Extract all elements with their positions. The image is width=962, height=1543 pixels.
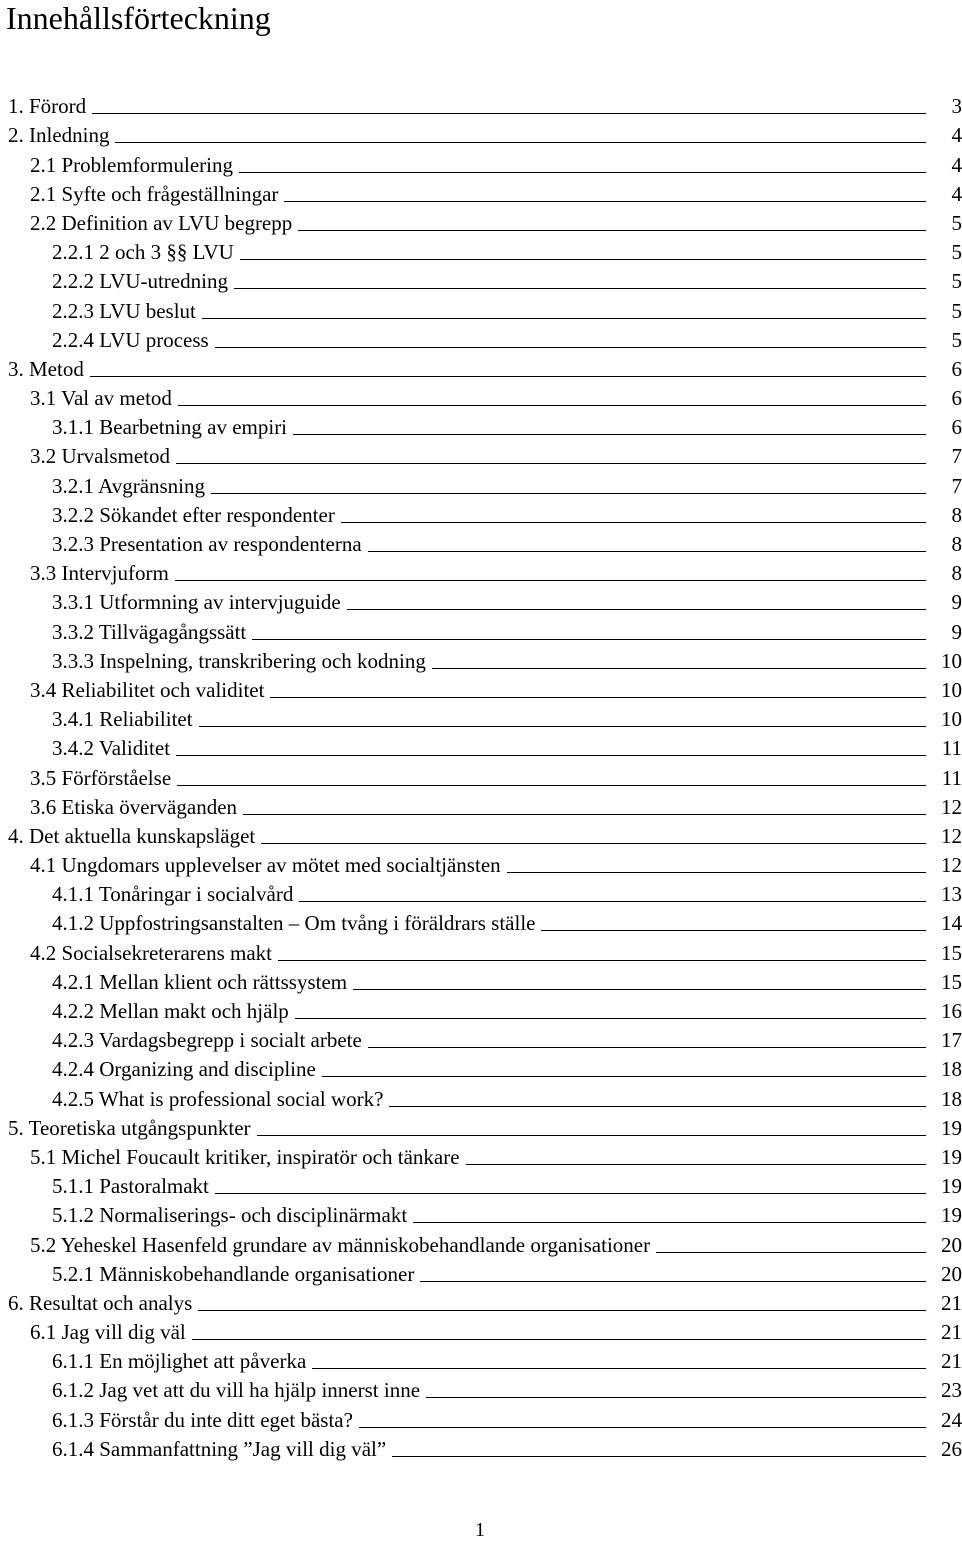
toc-entry-title: 6. Resultat och analys [8, 1290, 193, 1315]
toc-leader-line [368, 551, 926, 552]
toc-leader-line [90, 376, 926, 377]
toc-leader-line [420, 1281, 926, 1282]
toc-entry-page: 12 [941, 794, 962, 819]
toc-entry[interactable] [0, 1257, 962, 1286]
toc-leader-line [284, 201, 926, 202]
toc-leader-line [299, 901, 926, 902]
toc-leader-line [176, 755, 926, 756]
toc-entry[interactable] [0, 1402, 962, 1431]
toc-entry-title: 5.1.2 Normaliserings- och disciplinärmakt [52, 1203, 408, 1228]
toc-entry-page: 10 [941, 677, 962, 702]
toc-entry-page: 21 [941, 1290, 962, 1315]
toc-entry-title: 4.2.2 Mellan makt och hjälp [52, 999, 289, 1023]
toc-leader-line [240, 259, 926, 260]
toc-entry[interactable] [0, 790, 962, 819]
toc-entry[interactable] [0, 731, 962, 760]
toc-leader-line [341, 522, 926, 523]
toc-entry-page: 6 [951, 356, 962, 381]
toc-entry-page: 6 [951, 415, 962, 440]
toc-entry[interactable] [0, 1023, 962, 1052]
toc-entry-page: 19 [941, 1115, 962, 1140]
toc-entry[interactable] [0, 1169, 962, 1198]
toc-entry-title: 3.2.1 Avgränsning [52, 473, 206, 498]
toc-entry-page: 12 [941, 823, 962, 848]
toc-entry-title: 4.1.2 Uppfostringsanstalten – Om tvång i föräldrars ställe [52, 911, 536, 936]
toc-leader-line [293, 434, 926, 435]
toc-entry-page: 3 [951, 94, 962, 119]
toc-entry-title: 3.3.2 Tillvägagångssätt [52, 619, 247, 644]
toc-leader-line [239, 172, 926, 173]
toc-entry-title: 2.2.1 2 och 3 §§ LVU [52, 240, 234, 265]
toc-entry-title: 2.1 Syfte och frågeställningar [30, 181, 279, 206]
toc-entry-page: 7 [951, 473, 962, 498]
toc-entry-title: 3. Metod [8, 356, 84, 381]
toc-leader-line [175, 580, 926, 581]
toc-entry-page: 14 [941, 911, 962, 936]
toc-entry[interactable] [0, 760, 962, 789]
toc-entry-title: 5.2 Yeheskel Hasenfeld grundare av människobehandlande organisationer [30, 1232, 651, 1257]
toc-entry-title: 4.2.4 Organizing and discipline [52, 1057, 316, 1082]
toc-leader-line [507, 872, 926, 873]
toc-entry-title: 3.2.2 Sökandet efter respondenter [52, 502, 335, 527]
toc-entry-page: 4 [951, 123, 962, 148]
toc-entry-page: 16 [941, 999, 962, 1023]
toc-entry-page: 10 [941, 707, 962, 732]
toc-entry[interactable] [0, 585, 962, 614]
toc-entry-title: 3.4 Reliabilitet och validitet [30, 677, 265, 702]
toc-entry-page: 21 [941, 1349, 962, 1374]
toc-entry[interactable] [0, 1315, 962, 1344]
toc-entry-title: 6.1.2 Jag vet att du vill ha hjälp innerst inne [52, 1378, 421, 1403]
toc-entry-title: 3.2.3 Presentation av respondenterna [52, 532, 362, 556]
toc-entry-page: 5 [951, 298, 962, 323]
toc-entry-page: 4 [951, 152, 962, 177]
toc-entry-title: 4.1.1 Tonåringar i socialvård [52, 882, 294, 907]
toc-entry-title: 3.2 Urvalsmetod [30, 444, 170, 469]
toc-entry-title: 6.1.3 Förstår du inte ditt eget bästa? [52, 1407, 353, 1432]
toc-entry[interactable] [0, 877, 962, 906]
toc-leader-line [432, 668, 926, 669]
toc-entry[interactable] [0, 614, 962, 643]
toc-entry-title: 5.1 Michel Foucault kritiker, inspiratör och tänkare [30, 1144, 460, 1169]
toc-entry-page: 24 [941, 1407, 962, 1432]
toc-entry-page: 12 [941, 853, 962, 878]
toc-entry-title: 2.2 Definition av LVU begrepp [30, 210, 293, 235]
toc-entry[interactable] [0, 527, 962, 556]
toc-leader-line [252, 639, 926, 640]
toc-entry-title: 6.1.1 En möjlighet att påverka [52, 1349, 307, 1374]
toc-leader-line [322, 1076, 926, 1077]
toc-entry-page: 11 [941, 736, 962, 761]
toc-entry-page: 9 [951, 590, 962, 615]
toc-entry-title: 2.1 Problemformulering [30, 152, 233, 177]
toc-entry-title: 3.4.2 Validitet [52, 736, 171, 761]
toc-leader-line [198, 1310, 926, 1311]
toc-entry-page: 5 [951, 240, 962, 265]
toc-entry-title: 6.1.4 Sammanfattning ”Jag vill dig väl” [52, 1436, 387, 1461]
toc-entry-title: 4.2.3 Vardagsbegrepp i socialt arbete [52, 1028, 362, 1053]
toc-entry[interactable] [0, 819, 962, 848]
toc-entry[interactable] [0, 1286, 962, 1315]
toc-entry[interactable] [0, 994, 962, 1023]
toc-entry[interactable] [0, 206, 962, 235]
toc-leader-line [243, 814, 926, 815]
toc-entry-page: 5 [951, 210, 962, 235]
toc-entry[interactable] [0, 1432, 962, 1461]
toc-entry[interactable] [0, 381, 962, 410]
toc-leader-line [278, 960, 926, 961]
toc-entry-title: 5.2.1 Människobehandlande organisationer [52, 1261, 415, 1286]
toc-leader-line [392, 1456, 926, 1457]
toc-entry-title: 3.3.1 Utformning av intervjuguide [52, 590, 341, 615]
toc-leader-line [466, 1164, 926, 1165]
toc-entry[interactable] [0, 644, 962, 673]
toc-entry[interactable] [0, 147, 962, 176]
toc-entry[interactable] [0, 235, 962, 264]
page-title: Innehållsförteckning [6, 0, 271, 36]
toc-entry-page: 20 [941, 1261, 962, 1286]
toc-entry[interactable] [0, 177, 962, 206]
toc-leader-line [234, 288, 926, 289]
toc-entry[interactable] [0, 1140, 962, 1169]
toc-entry[interactable] [0, 1081, 962, 1110]
toc-leader-line [656, 1252, 926, 1253]
toc-leader-line [192, 1339, 926, 1340]
toc-entry-title: 5. Teoretiska utgångspunkter [8, 1115, 251, 1140]
toc-entry-page: 13 [941, 882, 962, 907]
toc-entry[interactable] [0, 556, 962, 585]
toc-entry-title: 4.1 Ungdomars upplevelser av mötet med socialtjänsten [30, 853, 501, 878]
toc-leader-line [178, 405, 926, 406]
toc-entry[interactable] [0, 89, 962, 118]
toc-entry-page: 8 [951, 502, 962, 527]
toc-entry[interactable] [0, 848, 962, 877]
toc-entry-page: 15 [941, 940, 962, 965]
toc-leader-line [202, 318, 926, 319]
toc-leader-line [298, 230, 926, 231]
toc-entry-page: 7 [951, 444, 962, 469]
toc-entry-page: 10 [941, 648, 962, 673]
toc-entry-title: 3.3 Intervjuform [30, 561, 169, 586]
toc-entry-page: 17 [941, 1028, 962, 1053]
toc-entry[interactable] [0, 352, 962, 381]
toc-leader-line [426, 1397, 926, 1398]
toc-entry-title: 6.1 Jag vill dig väl [30, 1320, 186, 1345]
toc-leader-line [215, 1193, 926, 1194]
toc-entry-title: 3.4.1 Reliabilitet [52, 707, 193, 732]
toc-leader-line [211, 493, 926, 494]
toc-entry-title: 3.6 Etiska överväganden [30, 794, 238, 819]
toc-leader-line [270, 697, 926, 698]
toc-entry-page: 19 [941, 1203, 962, 1228]
toc-entry-page: 4 [951, 181, 962, 206]
toc-entry-title: 2.2.2 LVU-utredning [52, 269, 228, 294]
toc-entry[interactable] [0, 498, 962, 527]
toc-entry-page: 9 [951, 619, 962, 644]
toc-leader-line [413, 1222, 926, 1223]
toc-entry-title: 3.1.1 Bearbetning av empiri [52, 415, 288, 440]
toc-entry-page: 5 [951, 269, 962, 294]
toc-leader-line [261, 843, 926, 844]
toc-leader-line [257, 1135, 926, 1136]
toc-leader-line [312, 1368, 926, 1369]
toc-entry-page: 18 [941, 1086, 962, 1111]
toc-entry-title: 4.2.1 Mellan klient och rättssystem [52, 969, 348, 994]
toc-entry-title: 4. Det aktuella kunskapsläget [8, 823, 256, 848]
toc-leader-line [353, 989, 926, 990]
toc-entry-title: 2. Inledning [8, 123, 110, 148]
toc-entry-title: 3.5 Förförståelse [30, 765, 172, 790]
toc-leader-line [541, 930, 926, 931]
toc-entry-page: 26 [941, 1436, 962, 1461]
toc-entry[interactable] [0, 410, 962, 439]
toc-entry-page: 8 [951, 532, 962, 556]
toc-leader-line [215, 347, 926, 348]
toc-entry-page: 23 [941, 1378, 962, 1403]
toc-entry-page: 15 [941, 969, 962, 994]
toc-leader-line [115, 142, 926, 143]
toc-entry-page: 21 [941, 1320, 962, 1345]
toc-entry-page: 8 [951, 561, 962, 586]
toc-entry-page: 19 [941, 1174, 962, 1199]
toc-leader-line [295, 1018, 926, 1019]
toc-entry[interactable] [0, 439, 962, 468]
page-number: 1 [475, 1519, 485, 1541]
toc-entry-page: 18 [941, 1057, 962, 1082]
toc-entry[interactable] [0, 1198, 962, 1227]
toc-entry[interactable] [0, 118, 962, 147]
toc-entry[interactable] [0, 1227, 962, 1256]
toc-leader-line [389, 1106, 926, 1107]
toc-entry[interactable] [0, 1344, 962, 1373]
toc-leader-line [359, 1427, 926, 1428]
toc-entry-title: 2.2.4 LVU process [52, 327, 209, 352]
toc-entry-page: 11 [941, 765, 962, 790]
toc-leader-line [199, 726, 926, 727]
toc-entry-title: 5.1.1 Pastoralmakt [52, 1174, 209, 1199]
toc-entry[interactable] [0, 323, 962, 352]
toc-leader-line [176, 463, 926, 464]
toc-leader-line [347, 609, 926, 610]
toc-entry-title: 2.2.3 LVU beslut [52, 298, 196, 323]
toc-entry[interactable] [0, 1052, 962, 1081]
toc-entry[interactable] [0, 702, 962, 731]
toc-entry[interactable] [0, 965, 962, 994]
toc-entry-page: 6 [951, 386, 962, 411]
toc-entry-title: 4.2.5 What is professional social work? [52, 1086, 384, 1111]
toc-entry[interactable] [0, 1111, 962, 1140]
toc-entry[interactable] [0, 935, 962, 964]
toc-entry[interactable] [0, 1373, 962, 1402]
toc-entry-title: 4.2 Socialsekreterarens makt [30, 940, 272, 965]
toc-leader-line [92, 113, 926, 114]
toc-entry[interactable] [0, 264, 962, 293]
toc-entry[interactable] [0, 906, 962, 935]
toc-leader-line [368, 1047, 926, 1048]
toc-entry[interactable] [0, 673, 962, 702]
toc-entry-title: 3.3.3 Inspelning, transkribering och kodning [52, 648, 426, 673]
toc-entry-page: 20 [941, 1232, 962, 1257]
table-of-contents [0, 89, 962, 1461]
toc-entry-page: 19 [941, 1144, 962, 1169]
toc-entry[interactable] [0, 468, 962, 497]
toc-entry[interactable] [0, 293, 962, 322]
toc-entry-title: 1. Förord [8, 94, 87, 119]
toc-entry-page: 5 [951, 327, 962, 352]
toc-leader-line [177, 785, 926, 786]
toc-entry-title: 3.1 Val av metod [30, 386, 172, 411]
